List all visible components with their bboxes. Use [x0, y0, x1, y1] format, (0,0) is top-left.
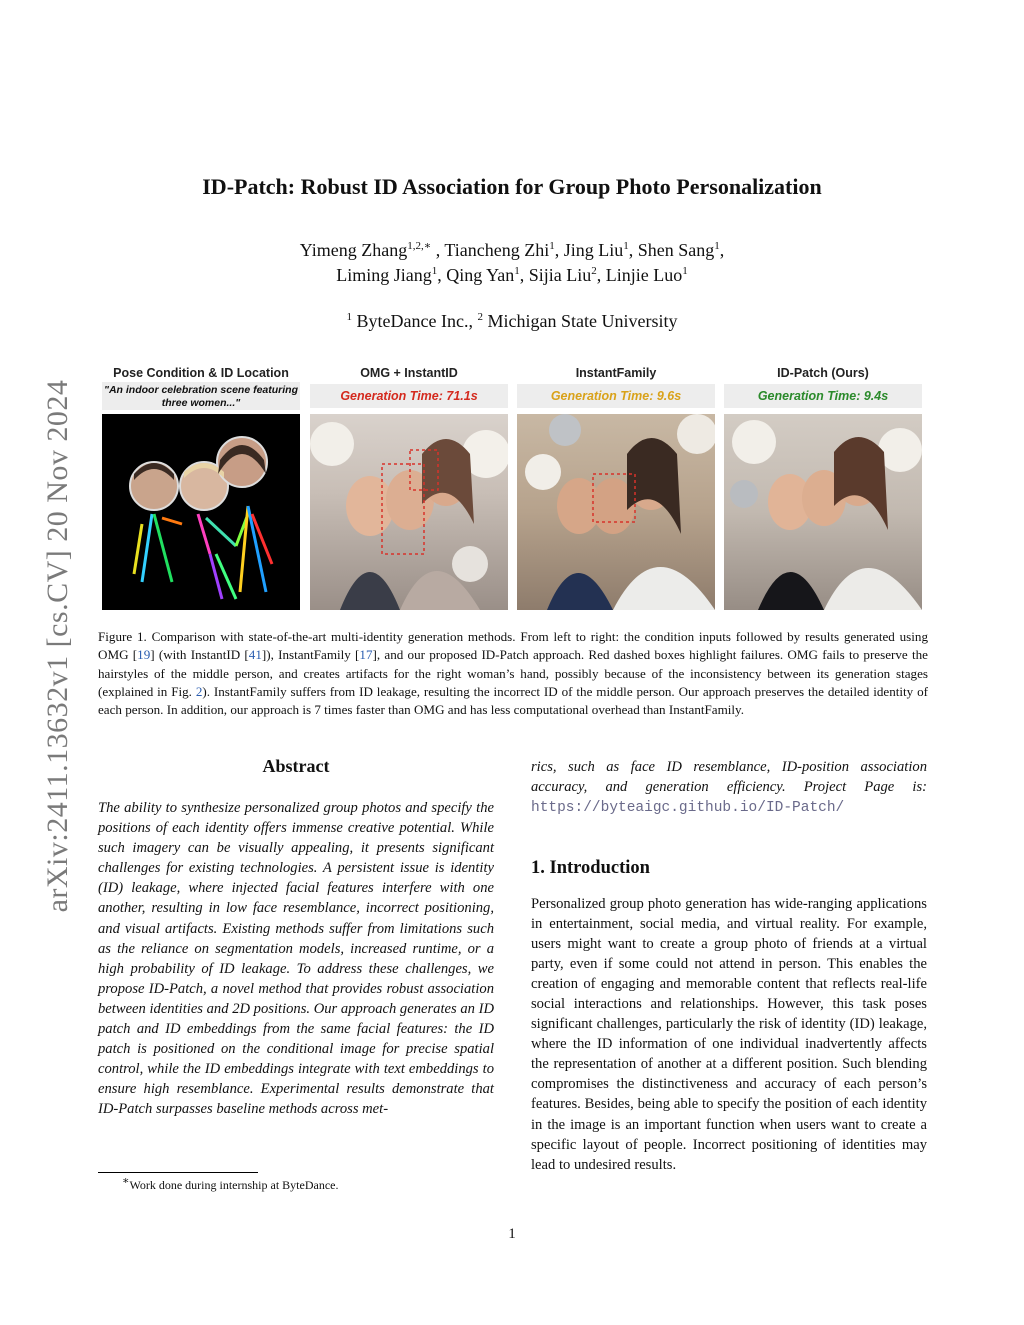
author-affiliation-mark: 1	[514, 265, 520, 277]
pose-condition-image	[102, 414, 300, 610]
panel-heading-instantfamily: InstantFamily	[575, 366, 657, 380]
section-heading-introduction: 1. Introduction	[531, 858, 650, 878]
author-name: Liming Jiang	[336, 265, 432, 285]
generation-time-label: Generation Time: 9.4s	[757, 389, 889, 403]
page-number: 1	[508, 1226, 516, 1242]
author-affiliation-mark: 1,2,∗	[407, 240, 432, 252]
citation-link[interactable]: 19	[137, 647, 151, 663]
generation-time-box	[310, 384, 508, 408]
author-affiliation-mark: 1	[714, 240, 720, 252]
project-page-link[interactable]: https://byteaigc.github.io/ID-Patch/	[531, 800, 845, 817]
author-line-2	[0, 265, 1024, 286]
generation-time-label: Generation Time: 71.1s	[340, 389, 478, 403]
abstract-continuation	[531, 757, 927, 818]
generation-time-label: Generation Time: 9.6s	[550, 389, 682, 403]
author-affiliation-mark: 1	[549, 240, 555, 252]
panel-heading-pose-condition: Pose Condition & ID Location	[113, 366, 289, 380]
caption-text: ]), InstantFamily [	[261, 647, 360, 663]
prompt-caption-box: "An indoor celebration scene featuring three women..."	[103, 384, 298, 409]
figure-reference-link[interactable]: 2	[195, 683, 203, 699]
caption-text: ] (with InstantID [	[150, 647, 249, 663]
author-affiliation-mark: 1	[682, 265, 688, 277]
author-name: , Sijia Liu	[519, 265, 592, 285]
footnote-mark: ∗	[122, 1175, 130, 1187]
photo-illustration	[310, 414, 508, 610]
author-name: , Tiancheng Zhi	[431, 240, 550, 260]
id-patch-result-image	[724, 414, 922, 610]
affiliations	[0, 311, 1024, 332]
photo-illustration	[724, 414, 922, 610]
introduction-body: Personalized group photo generation has wide-ranging applications in entertainment, social media, and virtual reality. For example, users might want to create a group photo of friends at a virtual party, even if some could not attend in person. This enables the creation of engaging and memorable content that reflects real-life social interactions and relationships. However, this task poses significant challenges, particularly the risk of identity (ID) leakage, where the ID information of one individual inadvertently affects the representation of another at a different position. Such blending compromises the distinctiveness and accuracy of each person’s features. Besides, being able to specify the position of each identity in the image is an important function when users want to create a specific layout of people. Incorrect positioning of identities may lead to undesired results.	[531, 896, 927, 1173]
abstract-body: The ability to synthesize personalized group photos and specify the positions of each identity offers immense creative potential. While such imagery can be visually appealing, it presents significant challenges for existing technologies. A persistent issue is identity (ID) leakage, where injected facial features interfere with one another, resulting in low face resemblance, incorrect positioning, and visual artifacts. Existing methods suffer from limitations such as the reliance on segmentation models, increased runtime, or a high probability of ID leakage. To address these challenges, we propose ID-Patch, a novel method that provides robust association between identities and 2D positions. Our approach generates an ID patch and ID embeddings from the same facial features: the ID patch is positioned on the conditional image for precise spatial control, while the ID embeddings integrate with text embeddings to ensure high resemblance. Experimental results demonstrate that ID-Patch surpasses baseline methods across met-	[98, 800, 494, 1118]
author-affiliation-mark: 1	[431, 265, 438, 277]
footnote-divider	[98, 1172, 258, 1173]
figure-caption	[98, 628, 928, 719]
citation-link[interactable]: 41	[248, 647, 262, 663]
caption-text: ). InstantFamily suffers from ID leakage, resulting the incorrect ID of the middle person. Our approach preserves the detailed identity of each person. In addition, our approach is 7 times faster than OMG and has less computational overhead than InstantFamily.	[98, 683, 928, 718]
author-affiliation-mark: 1	[623, 240, 629, 252]
generation-time-box	[724, 384, 922, 408]
author-name: Yimeng Zhang	[299, 240, 408, 260]
arxiv-identifier-stamp: arXiv:2411.13632v1 [cs.CV] 20 Nov 2024	[41, 379, 74, 913]
author-name: , Linjie Luo	[596, 265, 683, 285]
panel-heading-omg-instantid: OMG + InstantID	[360, 366, 458, 380]
author-line-1	[0, 240, 1024, 261]
photo-illustration	[517, 414, 715, 610]
paper-title: ID-Patch: Robust ID Association for Group Photo Personalization	[202, 174, 822, 199]
affiliation-name: ByteDance Inc.,	[352, 311, 478, 331]
abstract-heading: Abstract	[262, 756, 330, 776]
affiliation-name: Michigan State University	[482, 311, 678, 331]
author-name: , Shen Sang	[628, 240, 715, 260]
abstract-continuation-text: rics, such as face ID resemblance, ID-position association accuracy, and generation efficiency. Project Page is:	[531, 759, 927, 796]
author-affiliation-mark: 2	[591, 265, 597, 277]
caption-text: Figure 1. Comparison with state-of-the-art multi-identity generation methods. From left to right: the condition inputs followed by results generated using OMG [	[98, 629, 928, 663]
omg-instantid-result-image	[310, 414, 508, 610]
caption-text: ], and our proposed ID-Patch approach. Red dashed boxes highlight failures. OMG fails to preserve the hairstyles of the middle person, and creates artifacts for the right woman’s hand, possibly because of the inconsistency between its generation stages (explained in Fig.	[98, 647, 928, 699]
footnote	[122, 1175, 339, 1193]
instantfamily-result-image	[517, 414, 715, 610]
affiliation-mark: 1	[346, 311, 353, 323]
affiliation-mark: 2	[477, 311, 483, 323]
panel-heading-id-patch-ours: ID-Patch (Ours)	[777, 366, 869, 380]
figure-1	[98, 362, 928, 614]
citation-link[interactable]: 17	[359, 647, 373, 663]
generation-time-box	[517, 384, 715, 408]
author-separator: ,	[719, 240, 725, 260]
author-name: , Qing Yan	[437, 265, 515, 285]
author-name: , Jing Liu	[554, 240, 624, 260]
footnote-text: Work done during internship at ByteDance.	[129, 1178, 339, 1192]
pose-skeleton-drawing	[102, 414, 300, 610]
